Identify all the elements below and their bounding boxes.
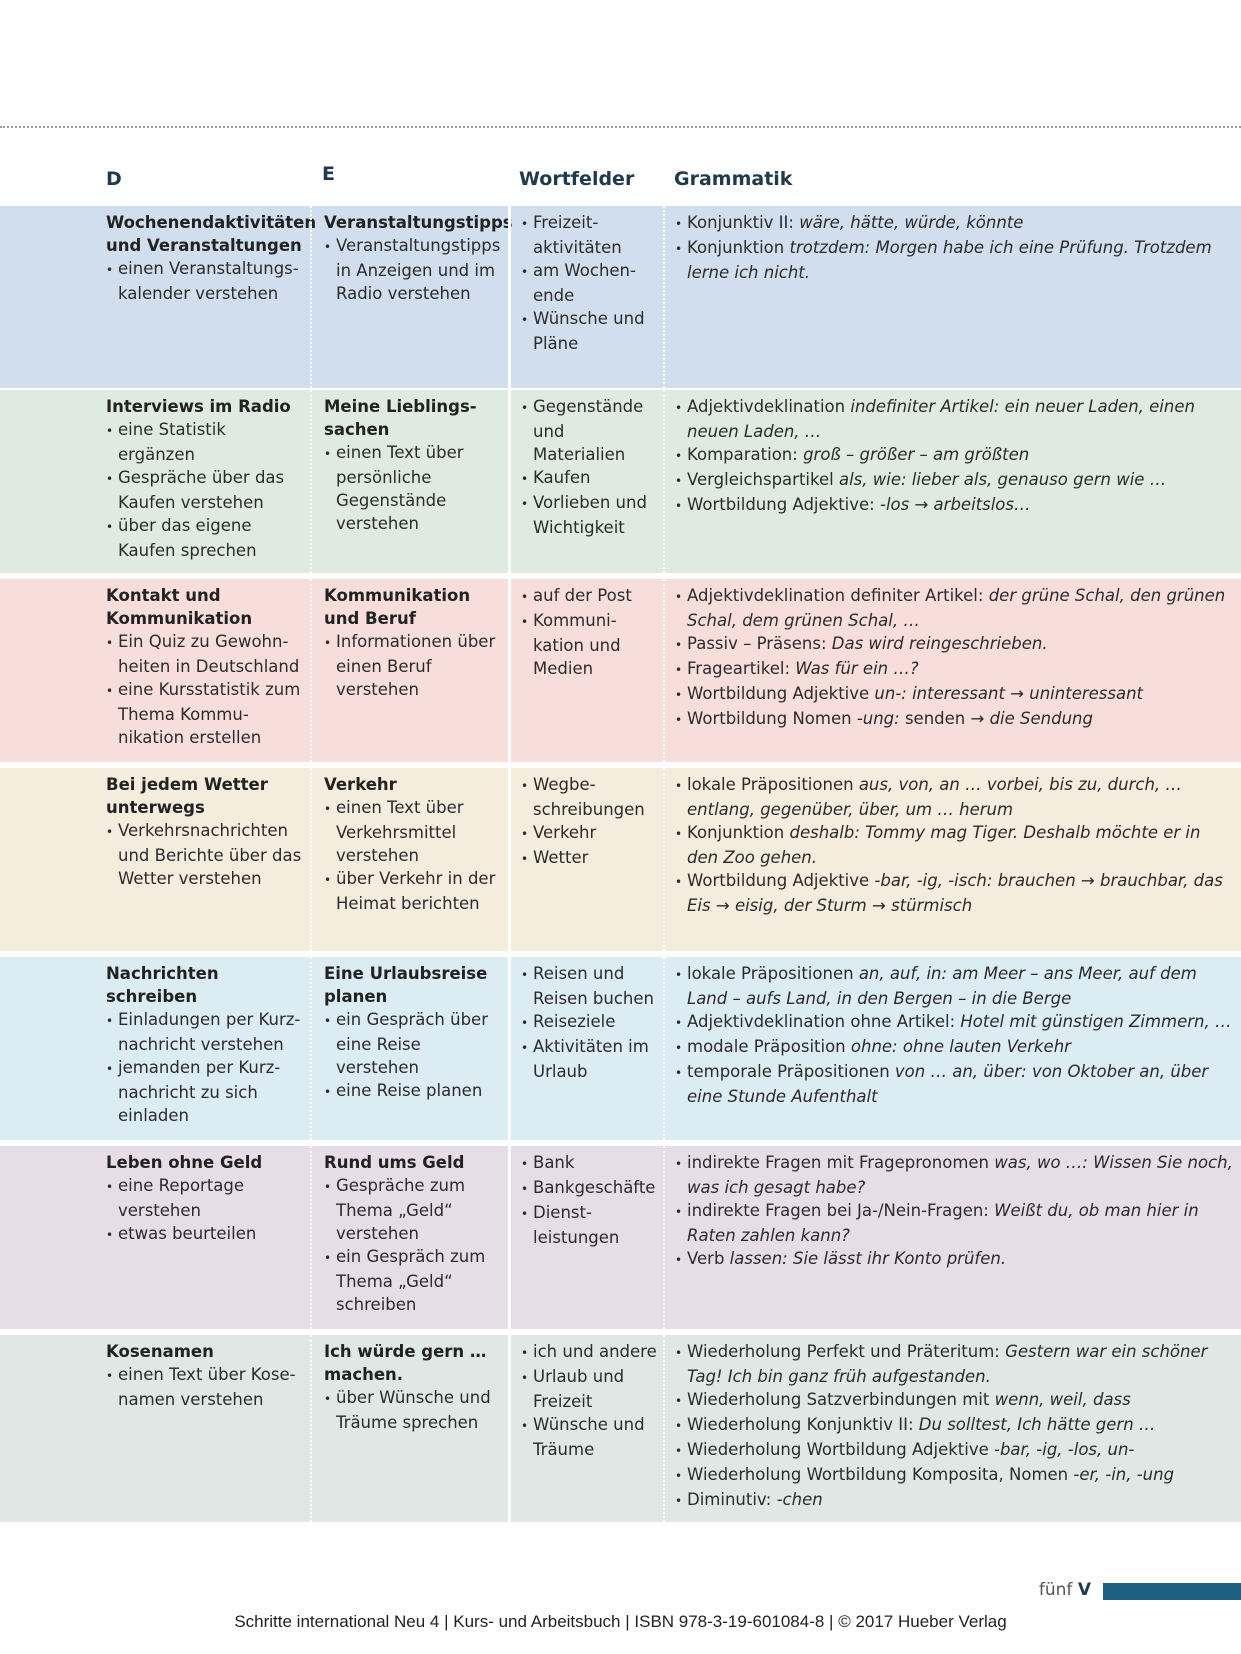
cell-e — [310, 957, 508, 1140]
list-item-text: indirekte Fragen mit Fragepronomen was, wo …: Wissen Sie noch, was ich gesagt habe? — [687, 1153, 1233, 1197]
list-item-text: Adjektivdeklination definiter Artikel: der grüne Schal, den grünen Schal, dem grünen Schal, … — [687, 586, 1226, 630]
list-item — [675, 1151, 1235, 1199]
cell-d — [0, 1146, 310, 1329]
cell-grammatik — [663, 579, 1241, 762]
list-item — [324, 1174, 502, 1245]
list-item-text: Konjunktion deshalb: Tommy mag Tiger. Deshalb möchte er in den Zoo gehen. — [687, 823, 1201, 867]
cell-grammatik — [663, 768, 1241, 951]
section-title: Ich würde gern … machen. — [324, 1342, 487, 1384]
section-title: Verkehr — [324, 775, 397, 794]
list-item-text: etwas beurteilen — [118, 1224, 257, 1243]
section-title: Nachrichten schreiben — [106, 964, 219, 1006]
list-item-text: indirekte Fragen bei Ja-/Nein-Fragen: Weißt du, ob man hier in Raten zahlen kann? — [687, 1201, 1199, 1245]
list-item — [324, 630, 502, 701]
list-item-text: Komparation: groß – größer – am größten — [687, 445, 1030, 464]
list-item — [675, 1463, 1235, 1488]
list-item-text: Wünsche und Träume — [533, 1415, 645, 1459]
table-row — [0, 579, 1241, 762]
list-item-text: Diminutiv: -chen — [687, 1490, 823, 1509]
list-item — [106, 1008, 302, 1056]
list-item-text: Adjektivdeklination ohne Artikel: Hotel mit günstigen Zimmern, … — [687, 1012, 1232, 1031]
page-number-word: fünf — [1038, 1580, 1073, 1600]
list-item — [521, 1035, 657, 1083]
list-item — [106, 1363, 302, 1411]
list-item-text: eine Reise planen — [336, 1081, 483, 1100]
list-item-text: Passiv – Präsens: Das wird reingeschrieben. — [687, 634, 1048, 653]
list-item — [675, 1199, 1235, 1247]
list-item — [675, 1035, 1235, 1060]
list-item-text: modale Präposition ohne: ohne lauten Verkehr — [687, 1037, 1071, 1056]
cell-wortfelder — [508, 206, 663, 388]
list-item — [675, 657, 1235, 682]
list-item-text: Frageartikel: Was für ein …? — [687, 659, 919, 678]
cell-e — [310, 206, 513, 388]
list-item-text: Adjektivdeklination indefiniter Artikel: ein neuer Laden, einen neuen Laden, … — [687, 397, 1195, 441]
list-item-text: Kommuni-kation und Medien — [533, 611, 621, 678]
cell-grammatik — [663, 390, 1241, 573]
list-item — [675, 1060, 1235, 1108]
list-item-text: Konjunktion trotzdem: Morgen habe ich eine Prüfung. Trotzdem lerne ich nicht. — [687, 238, 1212, 282]
list-item-text: einen Text über persönliche Gegenstände verstehen — [336, 443, 464, 533]
section-title: Rund ums Geld — [324, 1153, 465, 1172]
list-item — [324, 867, 502, 915]
list-item-text: Freizeit-aktivitäten — [533, 213, 622, 257]
list-item — [324, 1079, 502, 1104]
list-item — [675, 493, 1235, 518]
list-item — [324, 1386, 502, 1434]
column-header-d: D — [106, 168, 122, 190]
list-item-text: einen Veranstaltungs-kalender verstehen — [118, 259, 299, 303]
list-item — [106, 819, 302, 890]
list-item-text: eine Kursstatistik zum Thema Kommu-nikation erstellen — [118, 680, 301, 747]
list-item — [521, 962, 657, 1010]
table-row — [0, 957, 1241, 1140]
cell-wortfelder — [508, 1146, 663, 1329]
list-item — [675, 682, 1235, 707]
list-item-text: ich und andere — [533, 1342, 657, 1361]
list-item-text: Reisen und Reisen buchen — [533, 964, 654, 1008]
cell-d — [0, 1335, 310, 1522]
list-item-text: jemanden per Kurz-nachricht zu sich einladen — [118, 1058, 281, 1125]
list-item — [521, 1413, 657, 1461]
list-item — [521, 846, 657, 871]
list-item-text: Vorlieben und Wichtigkeit — [533, 493, 647, 537]
list-item — [324, 796, 502, 867]
list-item-text: Wiederholung Perfekt und Präteritum: Gestern war ein schöner Tag! Ich bin ganz früh aufgestanden. — [687, 1342, 1208, 1386]
list-item-text: Wortbildung Adjektive un-: interessant → uninteressant — [687, 684, 1144, 703]
list-item-text: Wegbe-schreibungen — [533, 775, 645, 819]
table-row — [0, 1146, 1241, 1329]
cell-e — [310, 1335, 508, 1522]
list-item — [521, 307, 657, 355]
list-item-text: Ein Quiz zu Gewohn-heiten in Deutschland — [118, 632, 300, 676]
list-item — [521, 584, 657, 609]
section-title: Meine Lieblings-sachen — [324, 397, 477, 439]
list-item — [675, 1340, 1235, 1388]
list-item-text: Wortbildung Adjektive -bar, -ig, -isch: brauchen → brauchbar, das Eis → eisig, der Sturm → stürmisch — [687, 871, 1223, 915]
column-header-e: E — [322, 163, 335, 185]
list-item — [106, 418, 302, 466]
list-item-text: Wiederholung Satzverbindungen mit wenn, weil, dass — [687, 1390, 1131, 1409]
top-divider — [0, 126, 1241, 128]
list-item-text: Reiseziele — [533, 1012, 616, 1031]
list-item — [521, 1201, 657, 1249]
list-item-text: Vergleichspartikel als, wie: lieber als, genauso gern wie … — [687, 470, 1167, 489]
list-item-text: Veranstaltungstipps in Anzeigen und im Radio verstehen — [336, 236, 501, 303]
footer-citation: Schritte international Neu 4 | Kurs- und Arbeitsbuch | ISBN 978-3-19-601084-8 | © 2017 Hueber Verlag — [234, 1612, 1007, 1631]
list-item — [675, 395, 1235, 443]
cell-e — [310, 579, 508, 762]
list-item-text: Bank — [533, 1153, 575, 1172]
list-item-text: Wiederholung Wortbildung Komposita, Nomen -er, -in, -ung — [687, 1465, 1175, 1484]
table-row — [0, 390, 1241, 573]
list-item — [675, 1413, 1235, 1438]
cell-grammatik — [663, 1335, 1241, 1522]
list-item — [675, 1438, 1235, 1463]
list-item — [521, 1010, 657, 1035]
cell-e — [310, 768, 508, 951]
list-item — [521, 491, 657, 539]
list-item — [106, 1174, 302, 1222]
list-item-text: Wortbildung Nomen -ung: senden → die Sendung — [687, 709, 1093, 728]
list-item — [106, 466, 302, 514]
section-title: Wochenendaktivitäten und Veranstaltungen — [106, 213, 317, 255]
list-item-text: Wiederholung Konjunktiv II: Du solltest, Ich hätte gern … — [687, 1415, 1156, 1434]
list-item — [675, 211, 1235, 236]
list-item — [521, 1176, 657, 1201]
list-item — [675, 707, 1235, 732]
cell-wortfelder — [508, 957, 663, 1140]
list-item — [675, 1247, 1235, 1272]
list-item-text: Einladungen per Kurz-nachricht verstehen — [118, 1010, 301, 1054]
list-item-text: eine Reportage verstehen — [118, 1176, 245, 1220]
list-item-text: Konjunktiv II: wäre, hätte, würde, könnte — [687, 213, 1024, 232]
list-item — [106, 678, 302, 749]
list-item — [675, 869, 1235, 917]
list-item — [521, 259, 657, 307]
cell-grammatik — [663, 206, 1241, 388]
cell-wortfelder — [508, 390, 663, 573]
list-item-text: Gespräche über das Kaufen verstehen — [118, 468, 285, 512]
cell-wortfelder — [508, 1335, 663, 1522]
cell-grammatik — [663, 957, 1241, 1140]
list-item-text: Urlaub und Freizeit — [533, 1367, 625, 1411]
section-title: Kommunikation und Beruf — [324, 586, 471, 628]
list-item — [675, 773, 1235, 821]
list-item-text: Kaufen — [533, 468, 591, 487]
list-item-text: temporale Präpositionen von … an, über: von Oktober an, über eine Stunde Aufenthalt — [687, 1062, 1209, 1106]
cell-d — [0, 957, 310, 1140]
list-item-text: eine Statistik ergänzen — [118, 420, 226, 464]
list-item — [675, 443, 1235, 468]
list-item-text: einen Text über Kose-namen verstehen — [118, 1365, 296, 1409]
list-item — [675, 1388, 1235, 1413]
list-item — [106, 514, 302, 562]
list-item-text: Verkehr — [533, 823, 597, 842]
footer-accent-bar — [1103, 1583, 1241, 1600]
list-item-text: auf der Post — [533, 586, 632, 605]
list-item — [521, 609, 657, 680]
list-item — [324, 1008, 502, 1079]
section-title: Veranstaltungstipps — [324, 213, 513, 232]
section-title: Bei jedem Wetter unterwegs — [106, 775, 268, 817]
list-item-text: Wünsche und Pläne — [533, 309, 645, 353]
list-item — [675, 1488, 1235, 1513]
list-item — [106, 257, 302, 305]
list-item-text: lokale Präpositionen an, auf, in: am Meer – ans Meer, auf dem Land – aufs Land, in den Bergen – in die Berge — [687, 964, 1197, 1008]
list-item-text: über das eigene Kaufen sprechen — [118, 516, 257, 560]
column-header-grammatik: Grammatik — [674, 168, 793, 190]
cell-e — [310, 1146, 508, 1329]
list-item-text: Informationen über einen Beruf verstehen — [336, 632, 496, 699]
list-item-text: Verkehrsnachrichten und Berichte über das Wetter verstehen — [118, 821, 302, 888]
list-item-text: über Verkehr in der Heimat berichten — [336, 869, 496, 913]
list-item-text: am Wochen-ende — [533, 261, 636, 305]
section-title: Eine Urlaubsreise planen — [324, 964, 488, 1006]
page-number — [1039, 1580, 1091, 1600]
list-item-text: ein Gespräch über eine Reise verstehen — [336, 1010, 488, 1077]
list-item-text: Gespräche zum Thema „Geld“ verstehen — [336, 1176, 466, 1243]
list-item-text: lokale Präpositionen aus, von, an … vorbei, bis zu, durch, … entlang, gegenüber, über, um … herum — [687, 775, 1182, 819]
list-item — [521, 1151, 657, 1176]
section-title: Kontakt und Kommunikation — [106, 586, 253, 628]
list-item-text: einen Text über Verkehrsmittel verstehen — [336, 798, 464, 865]
list-item — [521, 395, 657, 466]
cell-d — [0, 768, 310, 951]
list-item — [521, 773, 657, 821]
list-item — [675, 1010, 1235, 1035]
list-item — [521, 211, 657, 259]
table-row — [0, 206, 1241, 388]
list-item — [675, 962, 1235, 1010]
list-item-text: Wortbildung Adjektive: -los → arbeitslos… — [687, 495, 1031, 514]
list-item — [106, 1222, 302, 1247]
list-item — [675, 584, 1235, 632]
list-item-text: Dienst-leistungen — [533, 1203, 620, 1247]
list-item — [106, 1056, 302, 1127]
list-item — [521, 821, 657, 846]
list-item — [521, 1340, 657, 1365]
list-item-text: Aktivitäten im Urlaub — [533, 1037, 649, 1081]
cell-d — [0, 206, 317, 388]
list-item — [675, 468, 1235, 493]
list-item-text: ein Gespräch zum Thema „Geld“ schreiben — [336, 1247, 486, 1314]
list-item-text: Wiederholung Wortbildung Adjektive -bar, -ig, -los, un- — [687, 1440, 1135, 1459]
cell-e — [310, 390, 508, 573]
table-row — [0, 768, 1241, 951]
list-item — [324, 234, 502, 305]
section-title: Leben ohne Geld — [106, 1153, 263, 1172]
cell-grammatik — [663, 1146, 1241, 1329]
list-item-text: Bankgeschäfte — [533, 1178, 656, 1197]
list-item — [675, 821, 1235, 869]
cell-wortfelder — [508, 579, 663, 762]
cell-d — [0, 390, 310, 573]
cell-wortfelder — [508, 768, 663, 951]
section-title: Kosenamen — [106, 1342, 214, 1361]
list-item-text: Verb lassen: Sie lässt ihr Konto prüfen. — [687, 1249, 1007, 1268]
list-item-text: Gegenstände und Materialien — [533, 397, 644, 464]
list-item — [521, 466, 657, 491]
page-number-roman: V — [1077, 1580, 1091, 1600]
list-item — [324, 441, 502, 535]
table-row — [0, 1335, 1241, 1522]
list-item-text: über Wünsche und Träume sprechen — [336, 1388, 491, 1432]
list-item-text: Wetter — [533, 848, 589, 867]
list-item — [675, 236, 1235, 284]
list-item — [106, 630, 302, 678]
list-item — [324, 1245, 502, 1316]
cell-d — [0, 579, 310, 762]
list-item — [521, 1365, 657, 1413]
list-item — [675, 632, 1235, 657]
column-header-wortfelder: Wortfelder — [519, 168, 635, 190]
section-title: Interviews im Radio — [106, 397, 291, 416]
